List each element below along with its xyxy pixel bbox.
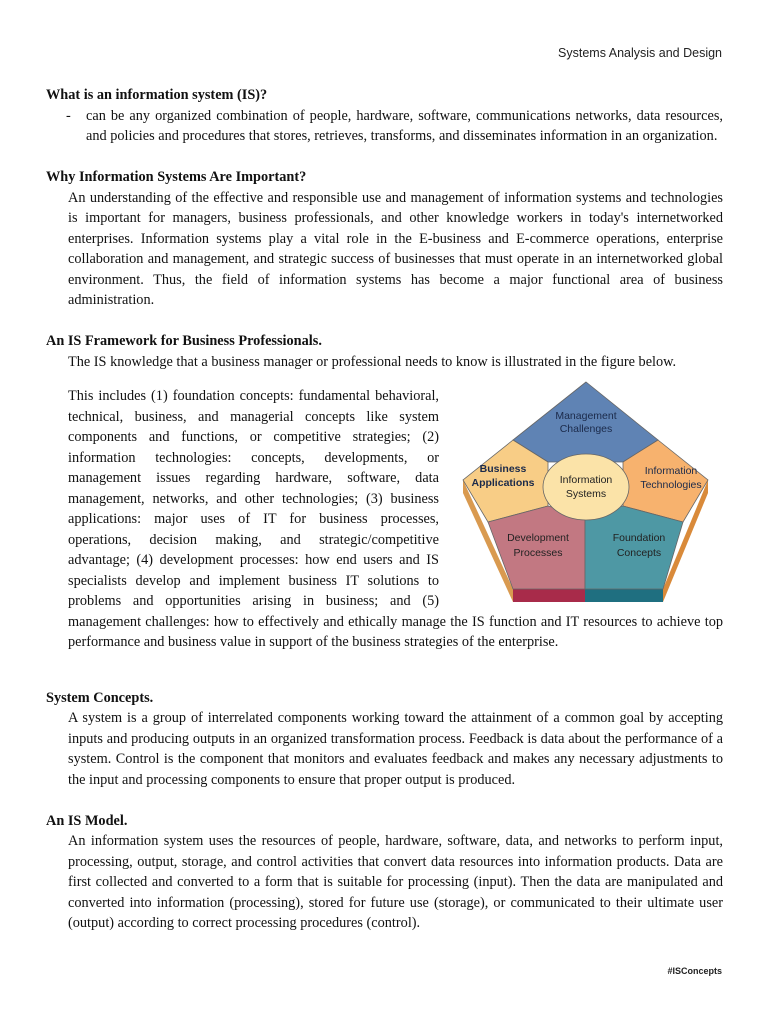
footer-hashtag: #ISConcepts: [667, 966, 722, 976]
section-heading-is-model: An IS Model.: [46, 812, 128, 829]
pentagon-diagram: [453, 376, 723, 606]
label-right-line1: Information: [644, 465, 698, 477]
center-ellipse: [543, 454, 629, 520]
paragraph-framework-body: This includes (1) foundation concepts: fundamental behavioral, technical, business, and managerial concepts like system components and functions, or competitive strategies; (2) information technologies: concepts, developments, or management issues regarding hardware, software, data management, networks, and other technologies; (3) business applications: major uses of IT for business processes, operations, decision making, and strategic/competitive advantage; (4) development processes: how end users and IS specialists develop and implement business IT solutions to problems and opportunities arising in business; and (5) management challenges: how to effectively and ethically manage the IS function and IT resources to achieve top performance and business value in support of the business strategies of the enterprise.: [68, 388, 723, 651]
side-face-bottom-right: [585, 589, 663, 602]
document-body: [46, 85, 723, 934]
label-center-line1: Information: [559, 474, 613, 486]
section-heading-what-is-is: What is an information system (IS)?: [46, 87, 268, 103]
bullet-marker: -: [66, 107, 71, 124]
label-bottom-left-line1: Development: [507, 532, 569, 544]
framework-block: [46, 352, 723, 653]
label-left-line2: Applications: [471, 477, 535, 489]
paragraph-is-model: An information system uses the resources of people, hardware, software, data, and networks to perform input, processing, output, storage, and control activities that convert data resources into information products. Data are first collected and converted to a form that is suitable for processing (input). Then the data are manipulated and converted into information (processing), stored for future use (storage), or communicated to their ultimate user (output) according to correct processing procedures (control).: [68, 833, 723, 932]
paragraph-why-important: An understanding of the effective and responsible use and management of information systems and technologies is important for managers, business professionals, and other knowledge workers in today's internetworked enterprises. Information systems play a vital role in the E-business and E-commerce operations, enterprise collaboration and management, and strategic success of businesses that must operate in an internetworked global environment. Thus, the field of information systems has become a major functional area of business administration.: [68, 189, 723, 308]
label-bottom-right-line2: Concepts: [616, 547, 662, 559]
paragraph-system-concepts: A system is a group of interrelated components working toward the attainment of a common goal by accepting inputs and producing outputs in an organized transformation process. Feedback is data about the performance of a system. Control is the component that monitors and evaluates feedback and makes any necessary adjustments to the input and processing components to ensure that proper output is produced.: [68, 710, 723, 788]
label-top-line1: Management: [555, 410, 617, 422]
segment-management-challenges: [513, 382, 658, 462]
section-heading-system-concepts: System Concepts.: [46, 689, 154, 706]
section-heading-why-important: Why Information Systems Are Important?: [46, 169, 307, 185]
section-heading-framework: An IS Framework for Business Professionals.: [46, 333, 322, 349]
page-header-title: Systems Analysis and Design: [558, 46, 722, 60]
side-face-bottom-left: [513, 589, 585, 602]
bullet-item: [46, 106, 723, 147]
is-framework-figure: [453, 376, 723, 606]
label-bottom-right-line1: Foundation: [612, 532, 666, 544]
paragraph-framework-intro: The IS knowledge that a business manager or professional needs to know is illustrated in the figure below.: [68, 353, 677, 370]
bullet-text: can be any organized combination of people, hardware, software, communications networks, data resources, and policies and procedures that stores, retrieves, transforms, and disseminates information in an organization.: [86, 107, 723, 144]
label-right-line2: Technologies: [640, 479, 702, 491]
label-center-line2: Systems: [565, 488, 607, 500]
label-left-line1: Business: [479, 463, 527, 475]
label-top-line2: Challenges: [559, 423, 613, 435]
label-bottom-left-line2: Processes: [513, 547, 563, 559]
